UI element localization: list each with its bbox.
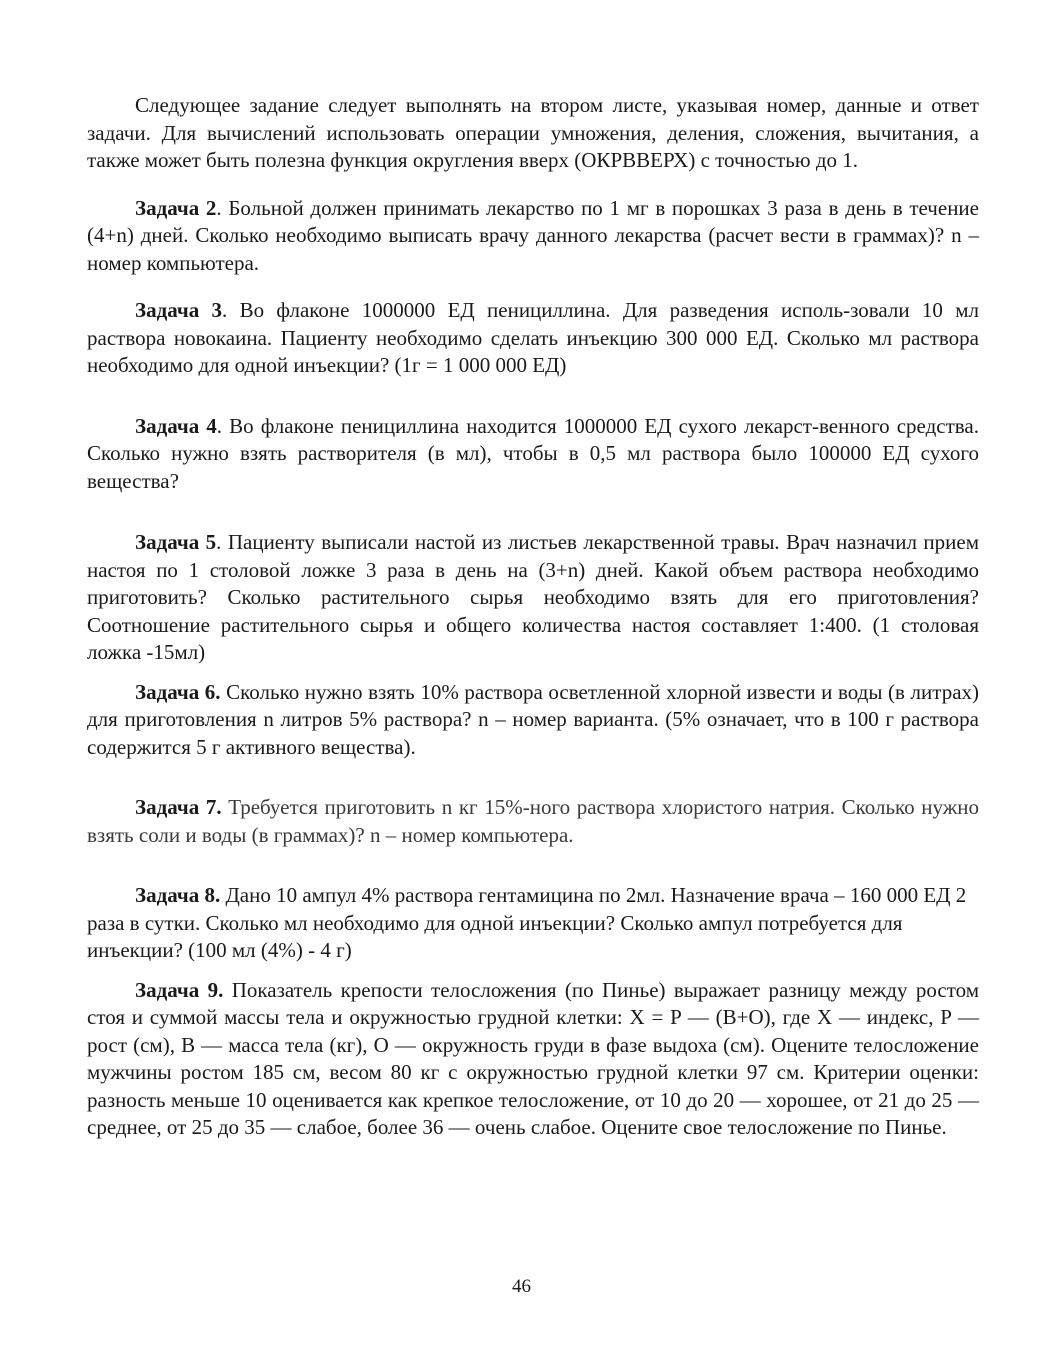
intro-paragraph [87,92,979,175]
document-body [87,92,979,1142]
task-6-text: Сколько нужно взять 10% раствора осветленной хлорной извести и воды (в литрах) для приготовления n литров 5% раствора? n – номер варианта. (5% означает, что в 100 г раствора содержится 5 г активного вещества). [87,679,980,759]
task-2-paragraph [87,195,979,278]
task-9-label: Задача 9. [135,977,224,1002]
page-number: 46 [512,1276,531,1297]
task-9-paragraph [87,977,979,1142]
task-7-text: Требуется приготовить n кг 15%-ного раствора хлористого натрия. Сколько нужно взять соли и воды (в граммах)? n – номер компьютера. [87,795,979,847]
task-7-paragraph [87,794,979,849]
task-6-paragraph [87,679,979,762]
intro-text: Следующее задание следует выполнять на втором листе, указывая номер, данные и ответ задачи. Для вычислений использовать операции умножения, деления, сложения, вычитания, а также может быть полезна функция округления вверх (ОКРВВЕРХ) с точностью до 1. [87,93,979,172]
task-9-text: Показатель крепости телосложения (по Пинье) выражает разницу между ростом стоя и суммой массы тела и окружностью грудной клетки: X = P — (B+O), где X — индекс, P — рост (см), B — масса тела (кг), O — окружность груди в фазе выдоха (см). Оцените телосложение мужчины ростом 185 см, весом 80 кг с окружностью грудной клетки 97 см. Критерии оценки: разность меньше 10 оценивается как крепкое телосложение, от 10 до 20 — хорошее, от 21 до 25 — среднее, от 25 до 35 — слабое, более 36 — очень слабое. Оцените свое телосложение по Пинье. [87,977,979,1139]
task-3-paragraph [87,297,979,380]
task-5-label: Задача 5 [135,530,217,554]
task-4-text: . Во флаконе пенициллина находится 1000000 ЕД сухого лекарст-венного средства. Сколько нужно взять растворителя (в мл), чтобы в 0,5 мл раствора было 100000 ЕД сухого вещества? [87,413,979,493]
task-5-text: . Пациенту выписали настой из листьев лекарственной травы. Врач назначил прием настоя по 1 столовой ложке 3 раза в день на (3+n) дней. Какой объем раствора необходимо приготовить? Сколько растительного сырья необходимо взять для его приготовления? Соотношение растительного сырья и общего количества настоя составляет 1:400. (1 столовая ложка -15мл) [87,530,979,664]
task-2-text: . Больной должен принимать лекарство по 1 мг в порошках 3 раза в день в течение (4+n) дней. Сколько необходимо выписать врачу данного лекарства (расчет вести в граммах)? n – номер компьютера. [87,195,979,275]
task-4-label: Задача 4 [135,413,217,438]
task-8-paragraph [87,882,979,965]
task-3-text: . Во флаконе 1000000 ЕД пенициллина. Для разведения исполь-зовали 10 мл раствора новокаина. Пациенту необходимо сделать инъекцию 300 000 ЕД. Сколько мл раствора необходимо для одной инъекции? (1г = 1 000 000 ЕД) [87,298,979,377]
task-4-paragraph [87,413,979,496]
task-8-label: Задача 8. [135,883,221,907]
task-6-label: Задача 6. [135,679,221,704]
task-7-label: Задача 7. [135,795,222,819]
task-2-label: Задача 2 [135,195,217,220]
task-8-text: Дано 10 ампул 4% раствора гентамицина по 2мл. Назначение врача – 160 000 ЕД 2 раза в сутки. Сколько мл необходимо для одной инъекции? Сколько ампул потребуется для инъекции? (100 мл (4%) - 4 г) [87,883,967,962]
task-3-label: Задача 3 [135,298,223,322]
task-5-paragraph [87,529,979,667]
